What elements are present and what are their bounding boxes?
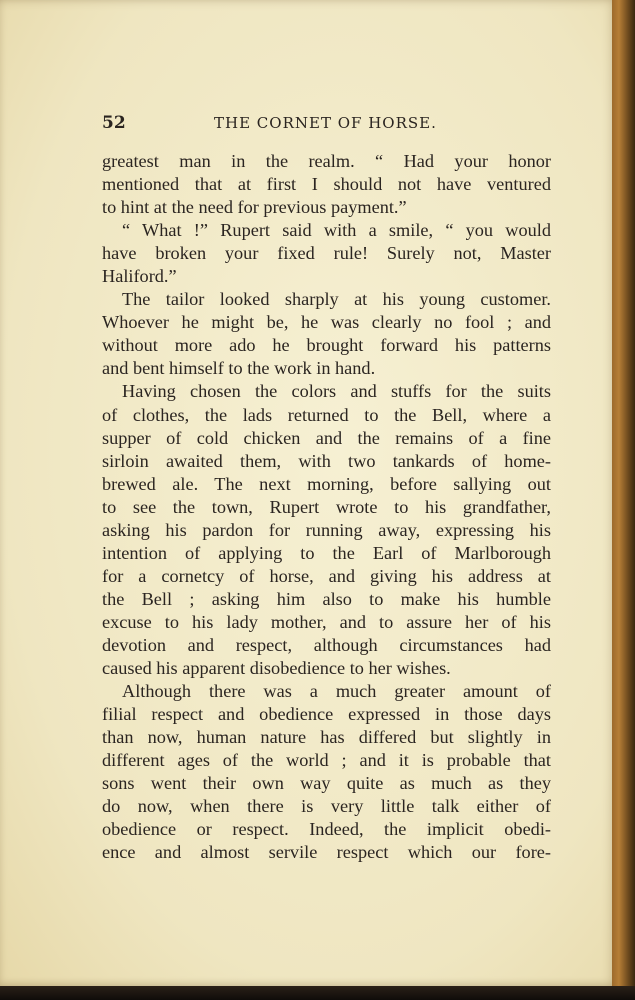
text-line: for a cornetcy of horse, and giving his address at [102,565,551,586]
text-line: Haliford.” [102,266,177,287]
text-line: The tailor looked sharply at his young customer. [122,289,551,310]
text-line: Although there was a much greater amount of [122,681,551,702]
running-title: THE CORNET OF HORSE. [214,114,437,132]
text-line: devotion and respect, although circumstances had [102,634,551,655]
text-line: mentioned that at first I should not have ventured [102,174,551,195]
text-line: brewed ale. The next morning, before sallying out [102,473,551,494]
text-line: different ages of the world ; and it is probable that [102,750,551,771]
text-line: sirloin awaited them, with two tankards of home- [102,450,551,471]
page-number: 52 [102,113,126,133]
page-header [102,113,552,135]
text-line: Having chosen the colors and stuffs for the suits [122,381,551,402]
text-line: to see the town, Rupert wrote to his grandfather, [102,496,551,517]
text-line: and bent himself to the work in hand. [102,358,376,379]
text-line: excuse to his lady mother, and to assure her of his [102,611,551,632]
text-line: asking his pardon for running away, expressing his [102,519,551,540]
text-line: “ What !” Rupert said with a smile, “ you would [122,220,551,241]
text-line: sons went their own way quite as much as they [102,773,551,794]
text-line: supper of cold chicken and the remains of a fine [102,427,551,448]
text-line: caused his apparent disobedience to her wishes. [102,658,451,679]
text-line: Whoever he might be, he was clearly no fool ; and [102,312,551,333]
text-line: without more ado he brought forward his patterns [102,335,551,356]
body-text [102,150,551,864]
text-line: ence and almost servile respect which our fore- [102,842,551,863]
book-edge-right [612,0,635,1000]
text-line: do now, when there is very little talk either of [102,796,551,817]
text-line: to hint at the need for previous payment.” [102,197,407,218]
text-line: than now, human nature has differed but slightly in [102,727,551,748]
text-line: of clothes, the lads returned to the Bell, where a [102,404,551,425]
text-line: have broken your fixed rule! Surely not, Master [102,243,551,264]
text-line: obedience or respect. Indeed, the implicit obedi- [102,819,551,840]
text-line: intention of applying to the Earl of Marlborough [102,542,551,563]
text-line: greatest man in the realm. “ Had your honor [102,151,551,171]
text-line: filial respect and obedience expressed in those days [102,704,551,725]
book-edge-bottom [0,986,635,1000]
text-line: the Bell ; asking him also to make his humble [102,588,551,609]
